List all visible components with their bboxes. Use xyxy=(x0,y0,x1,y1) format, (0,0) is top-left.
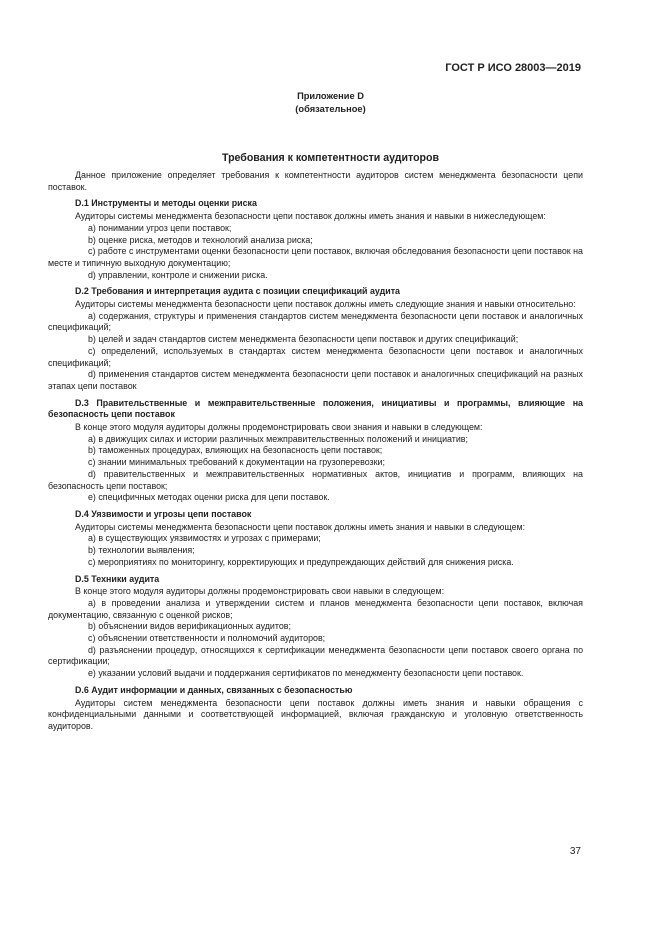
page-number: 37 xyxy=(569,846,581,857)
list-item: d) управлении, контроле и снижении риска. xyxy=(88,269,268,280)
annex-label: Приложение D xyxy=(297,91,364,101)
document-code: ГОСТ Р ИСО 28003—2019 xyxy=(445,62,581,74)
list-item: b) объяснении видов верификационных аудитов; xyxy=(88,621,291,632)
list-item: c) работе с инструментами оценки безопасности цепи поставок, включая обследования безопасности цепи поставок на месте и типичную выходную документацию; xyxy=(48,246,583,268)
section-heading-d3: D.3 Правительственные и межправительственные положения, инициативы и программы, влияющие на безопасность цепи поставок xyxy=(48,397,583,420)
section-heading-d5: D.5 Техники аудита xyxy=(75,573,160,584)
list-item: d) применения стандартов систем менеджмента безопасности цепи поставок и аналогичных спецификаций на разных этапах цепи поставок xyxy=(48,369,583,391)
section-lead-d4: Аудиторы системы менеджмента безопасности цепи поставок должны иметь знания и навыки в следующем: xyxy=(75,521,526,532)
section-heading-d1: D.1 Инструменты и методы оценки риска xyxy=(75,198,257,209)
list-item: a) содержания, структуры и применения стандартов систем менеджмента безопасности цепи поставок и аналогичных спецификаций; xyxy=(48,310,583,333)
list-item: a) в проведении анализа и утверждении систем и планов менеджмента безопасности цепи поставок, включая документацию, связанную с оценкой рисков; xyxy=(48,597,583,620)
section-heading-d4: D.4 Уязвимости и угрозы цепи поставок xyxy=(75,508,252,519)
list-item: b) оценке риска, методов и технологий анализа риска; xyxy=(88,234,313,245)
section-heading-d6: D.6 Аудит информации и данных, связанных с безопасностью xyxy=(75,684,353,695)
list-item: a) в существующих уязвимостях и угрозах с примерами; xyxy=(88,533,321,544)
section-lead-d3: В конце этого модуля аудиторы должны продемонстрировать свои знания и навыки в следующем: xyxy=(75,422,483,433)
annex-status: (обязательное) xyxy=(295,104,366,114)
annex-body xyxy=(48,170,583,733)
list-item: b) целей и задач стандартов систем менеджмента безопасности цепи поставок и других спецификаций; xyxy=(88,334,519,345)
annex-heading xyxy=(0,90,661,116)
list-item: a) в движущих силах и истории различных межправительственных положений и инициатив; xyxy=(88,433,468,444)
list-item: e) указании условий выдачи и поддержания сертификатов по менеджменту безопасности цепи поставок. xyxy=(88,668,524,679)
list-item: d) разъяснении процедур, относящихся к сертификации менеджмента безопасности цепи поставок своего органа по сертификации; xyxy=(48,644,583,667)
list-item: d) правительственных и межправительственных нормативных актов, инициатив и программ, влияющих на безопасность цепи поставок; xyxy=(48,468,583,491)
list-item: a) понимании угроз цепи поставок; xyxy=(88,222,232,233)
section-lead-d2: Аудиторы системы менеджмента безопасности цепи поставок должны иметь следующие знания и навыки относительно: xyxy=(75,299,576,310)
list-item: c) знании минимальных требований к документации на грузоперевозки; xyxy=(88,457,385,468)
list-item: c) объяснении ответственности и полномочий аудиторов; xyxy=(88,633,326,644)
section-heading-d2: D.2 Требования и интерпретация аудита с позиции спецификаций аудита xyxy=(75,286,400,297)
section-lead-d1: Аудиторы системы менеджмента безопасности цепи поставок должны иметь знания и навыки в нижеследующем: xyxy=(75,211,546,222)
list-item: b) таможенных процедурах, влияющих на безопасность цепи поставок; xyxy=(88,445,383,456)
list-item: c) мероприятиях по мониторингу, корректирующих и предупреждающих действий для снижения риска. xyxy=(88,556,514,567)
list-item: b) технологии выявления; xyxy=(88,545,195,556)
list-item: e) специфичных методах оценки риска для цепи поставок. xyxy=(88,492,330,503)
annex-title: Требования к компетентности аудиторов xyxy=(222,152,439,164)
intro-paragraph: Данное приложение определяет требования к компетентности аудиторов систем менеджмента безопасности цепи поставок. xyxy=(48,170,583,192)
section-lead-d6: Аудиторы систем менеджмента безопасности цепи поставок должны иметь знания и навыки обращения с конфиденциальными данными и соответствующей информацией, включая гражданскую и уголовную ответственность аудиторов. xyxy=(48,697,583,731)
list-item: c) определений, используемых в стандартах систем менеджмента безопасности цепи поставок и аналогичных спецификаций; xyxy=(48,345,583,368)
section-lead-d5: В конце этого модуля аудиторы должны продемонстрировать свои навыки в следующем: xyxy=(75,586,445,597)
